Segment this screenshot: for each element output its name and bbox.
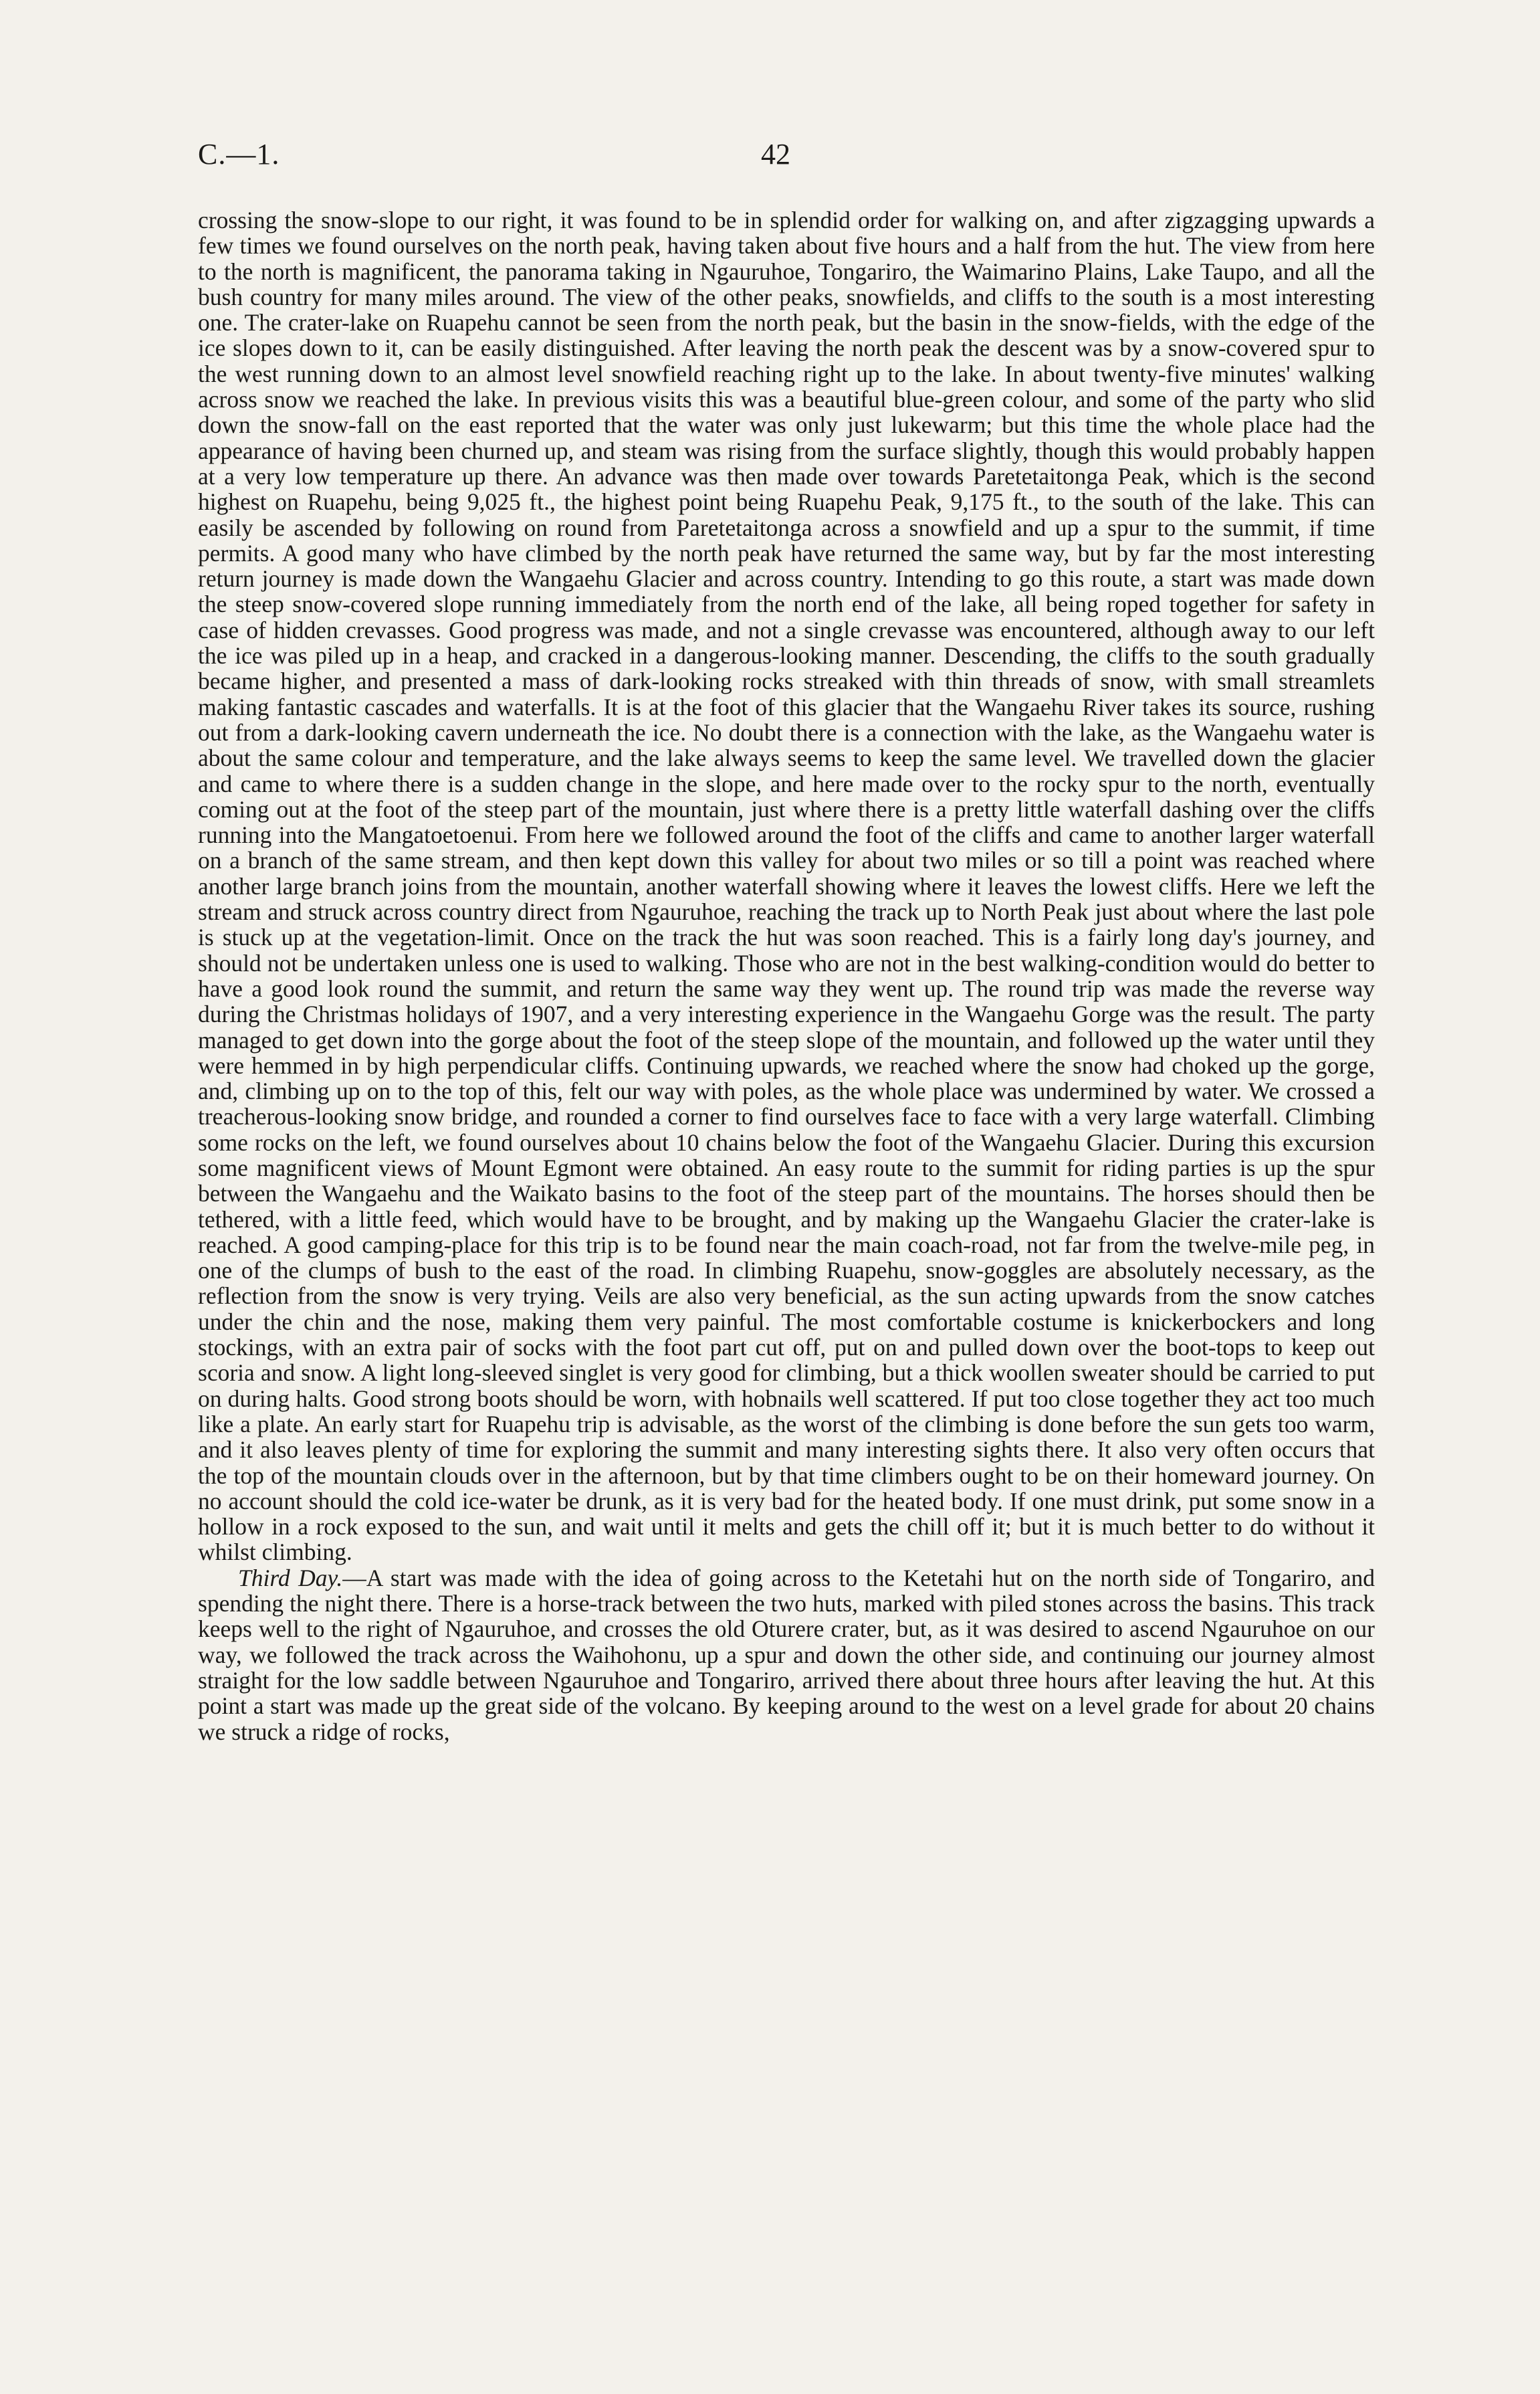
page-header	[198, 137, 1375, 177]
body-text	[198, 207, 1375, 1744]
page-number: 42	[761, 138, 790, 171]
section-lead-third-day: Third Day.	[238, 1564, 343, 1591]
paragraph-2-text: —A start was made with the idea of going across to the Ketetahi hut on the north side of Tongariro, and spending the night there. There is a horse-track between the two huts, marked with piled stones across the basins. This track keeps well to the right of Ngauruhoe, and crosses the old Oturere crater, but, as it was desired to ascend Ngauruhoe on our way, we followed the track across the Waihohonu, up a spur and down the other side, and continuing our journey almost straight for the low saddle between Ngauruhoe and Tongariro, arrived there about three hours after leaving the hut. At this point a start was made up the great side of the volcano. By keeping around to the west on a level grade for about 20 chains we struck a ridge of rocks,	[198, 1564, 1375, 1745]
paragraph-1: crossing the snow-slope to our right, it was found to be in splendid order for walking on, and after zigzagging upwards a few times we found ourselves on the north peak, having taken about five hours and a half from the hut. The view from here to the north is magnificent, the panorama taking in Ngauruhoe, Tongariro, the Waimarino Plains, Lake Taupo, and all the bush country for many miles around. The view of the other peaks, snowfields, and cliffs to the south is a most interesting one. The crater-lake on Ruapehu cannot be seen from the north peak, but the basin in the snow-fields, with the edge of the ice slopes down to it, can be easily distinguished. After leaving the north peak the descent was by a snow-covered spur to the west running down to an almost level snowfield reaching right up to the lake. In about twenty-five minutes' walking across snow we reached the lake. In previous visits this was a beautiful blue-green colour, and some of the party who slid down the snow-fall on the east reported that the water was only just lukewarm; but this time the whole place had the appearance of having been churned up, and steam was rising from the surface slightly, though this would probably happen at a very low temperature up there. An advance was then made over towards Paretetaitonga Peak, which is the second highest on Ruapehu, being 9,025 ft., the highest point being Ruapehu Peak, 9,175 ft., to the south of the lake. This can easily be ascended by following on round from Paretetaitonga across a snowfield and up a spur to the summit, if time permits. A good many who have climbed by the north peak have returned the same way, but by far the most interesting return journey is made down the Wangaehu Glacier and across country. Intending to go this route, a start was made down the steep snow-covered slope running immediately from the north end of the lake, all being roped together for safety in case of hidden crevasses. Good progress was made, and not a single crevasse was encountered, although away to our left the ice was piled up in a heap, and cracked in a dangerous-looking manner. Descending, the cliffs to the south gradually became higher, and presented a mass of dark-looking rocks streaked with thin threads of snow, with small streamlets making fantastic cascades and waterfalls. It is at the foot of this glacier that the Wangaehu River takes its source, rushing out from a dark-looking cavern underneath the ice. No doubt there is a connection with the lake, as the Wangaehu water is about the same colour and temperature, and the lake always seems to keep the same level. We travelled down the glacier and came to where there is a sudden change in the slope, and here made over to the rocky spur to the north, eventually coming out at the foot of the steep part of the mountain, just where there is a pretty little waterfall dashing over the cliffs running into the Mangatoetoenui. From here we followed around the foot of the cliffs and came to another larger waterfall on a branch of the same stream, and then kept down this valley for about two miles or so till a point was reached where another large branch joins from the mountain, another waterfall showing where it leaves the lowest cliffs. Here we left the stream and struck across country direct from Ngauruhoe, reaching the track up to North Peak just about where the last pole is stuck up at the vegetation-limit. Once on the track the hut was soon reached. This is a fairly long day's journey, and should not be undertaken unless one is used to walking. Those who are not in the best walking-condition would do better to have a good look round the summit, and return the same way they went up. The round trip was made the reverse way during the Christmas holidays of 1907, and a very interesting experience in the Wangaehu Gorge was the result. The party managed to get down into the gorge about the foot of the steep slope of the mountain, and followed up the water until they were hemmed in by high perpendicular cliffs. Continuing upwards, we reached where the snow had choked up the gorge, and, climbing up on to the top of this, felt our way with poles, as the whole place was undermined by water. We crossed a treacherous-looking snow bridge, and rounded a corner to find ourselves face to face with a very large waterfall. Climbing some rocks on the left, we found ourselves about 10 chains below the foot of the Wangaehu Glacier. During this excursion some magnificent views of Mount Egmont were obtained. An easy route to the summit for riding parties is up the spur between the Wangaehu and the Waikato basins to the foot of the steep part of the mountains. The horses should then be tethered, with a little feed, which would have to be brought, and by making up the Wangaehu Glacier the crater-lake is reached. A good camping-place for this trip is to be found near the main coach-road, not far from the twelve-mile peg, in one of the clumps of bush to the east of the road. In climbing Ruapehu, snow-goggles are absolutely necessary, as the reflection from the snow is very trying. Veils are also very beneficial, as the sun acting upwards from the snow catches under the chin and the nose, making them very painful. The most comfortable costume is knickerbockers and long stockings, with an extra pair of socks with the foot part cut off, put on and pulled down over the boot-tops to keep out scoria and snow. A light long-sleeved singlet is very good for climbing, but a thick woollen sweater should be carried to put on during halts. Good strong boots should be worn, with hobnails well scattered. If put too close together they act too much like a plate. An early start for Ruapehu trip is advisable, as the worst of the climbing is done before the sun gets too warm, and it also leaves plenty of time for exploring the summit and many interesting sights there. It also very often occurs that the top of the mountain clouds over in the afternoon, but by that time climbers ought to be on their homeward journey. On no account should the cold ice-water be drunk, as it is very bad for the heated body. If one must drink, put some snow in a hollow in a rock exposed to the sun, and wait until it melts and gets the chill off it; but it is much better to do without it whilst climbing.	[198, 207, 1375, 1566]
paragraph-2	[198, 1565, 1375, 1744]
document-reference: C.—1.	[198, 138, 280, 171]
